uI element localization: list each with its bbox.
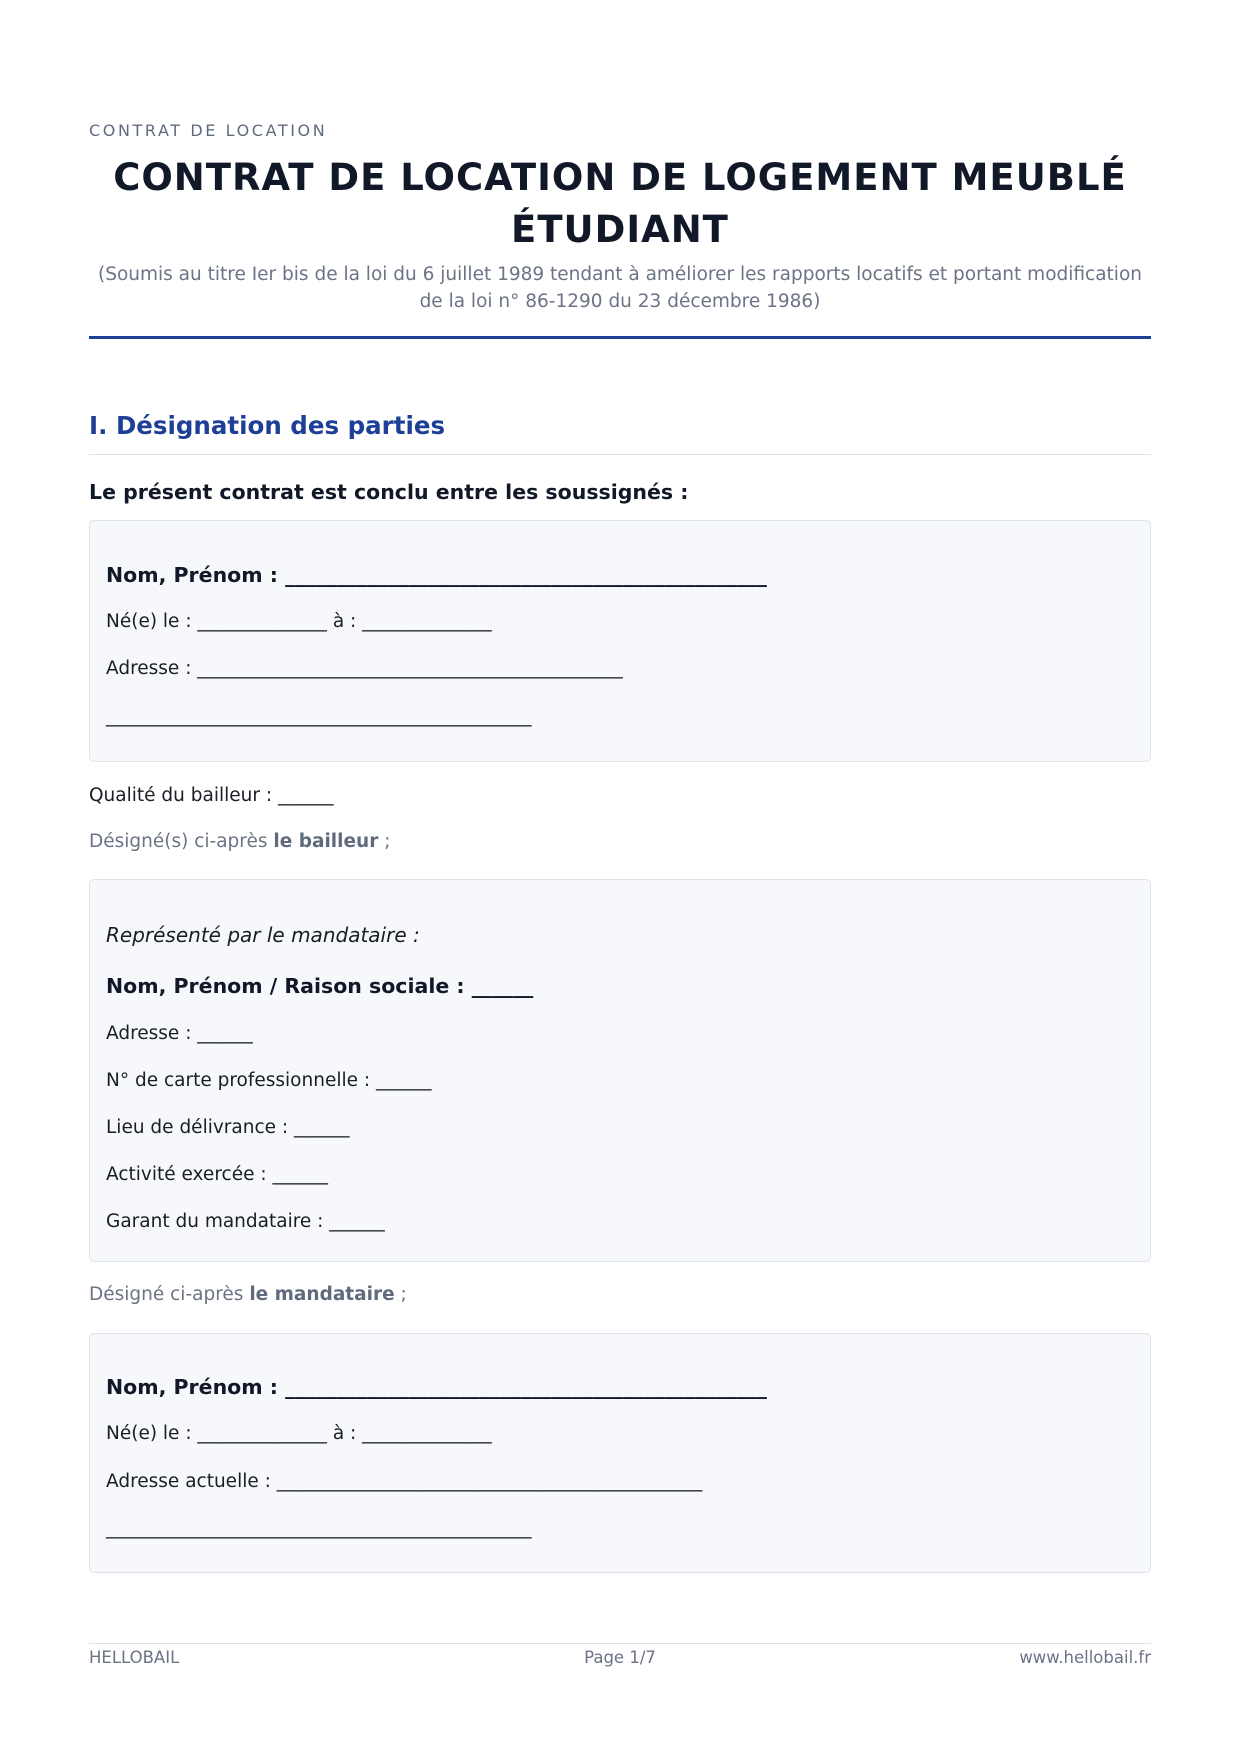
designation-suffix: ; xyxy=(394,1284,407,1305)
bailleur-designation xyxy=(89,831,390,852)
locataire-address-field[interactable]: Adresse actuelle : ______________________________________________ xyxy=(106,1471,703,1492)
bailleur-address-field-2[interactable]: ______________________________________________ xyxy=(106,706,532,727)
footer-brand: HELLOBAIL xyxy=(89,1648,180,1667)
section-heading-designation-parties: I. Désignation des parties xyxy=(89,411,446,440)
document-subtitle: (Soumis au titre Ier bis de la loi du 6 juillet 1989 tendant à améliorer les rapports locatifs et portant modification de la loi n° 86-1290 du 23 décembre 1986) xyxy=(97,264,1142,312)
qualite-bailleur-field[interactable]: Qualité du bailleur : ______ xyxy=(89,785,334,806)
mandataire-issue-place-field[interactable]: Lieu de délivrance : ______ xyxy=(106,1117,350,1138)
mandataire-box xyxy=(89,879,1151,1262)
document-kicker: CONTRAT DE LOCATION xyxy=(89,121,328,140)
mandataire-activity-field[interactable]: Activité exercée : ______ xyxy=(106,1164,328,1185)
bailleur-birth-field[interactable]: Né(e) le : ______________ à : ______________ xyxy=(106,611,492,632)
designation-term: le bailleur xyxy=(273,831,379,852)
designation-prefix: Désigné(s) ci-après xyxy=(89,831,274,852)
mandataire-card-field[interactable]: N° de carte professionnelle : ______ xyxy=(106,1070,432,1091)
footer-page-number: Page 1/7 xyxy=(584,1648,656,1667)
locataire-box xyxy=(89,1333,1151,1573)
designation-prefix: Désigné ci-après xyxy=(89,1284,250,1305)
document-page xyxy=(89,0,1151,1754)
designation-suffix: ; xyxy=(378,831,391,852)
designation-term: le mandataire xyxy=(249,1284,395,1305)
mandataire-intro: Représenté par le mandataire : xyxy=(106,923,420,947)
mandataire-name-field[interactable]: Nom, Prénom / Raison sociale : ______ xyxy=(106,974,534,998)
mandataire-guarantor-field[interactable]: Garant du mandataire : ______ xyxy=(106,1211,385,1232)
mandataire-address-field[interactable]: Adresse : ______ xyxy=(106,1023,253,1044)
parties-intro: Le présent contrat est conclu entre les soussignés : xyxy=(89,480,689,504)
mandataire-designation xyxy=(89,1284,407,1305)
document-title: CONTRAT DE LOCATION DE LOGEMENT MEUBLÉ ÉTUDIANT xyxy=(113,156,1127,251)
bailleur-name-field[interactable]: Nom, Prénom : _______________________________________________ xyxy=(106,563,767,587)
title-divider xyxy=(89,336,1151,339)
locataire-birth-field[interactable]: Né(e) le : ______________ à : ______________ xyxy=(106,1423,492,1444)
footer-website-link[interactable]: www.hellobail.fr xyxy=(1019,1648,1151,1667)
locataire-address-field-2[interactable]: ______________________________________________ xyxy=(106,1518,532,1539)
bailleur-address-field[interactable]: Adresse : ______________________________________________ xyxy=(106,658,623,679)
locataire-name-field[interactable]: Nom, Prénom : _______________________________________________ xyxy=(106,1375,767,1399)
bailleur-box xyxy=(89,520,1151,762)
section-divider xyxy=(89,454,1151,455)
footer-divider xyxy=(89,1643,1151,1644)
